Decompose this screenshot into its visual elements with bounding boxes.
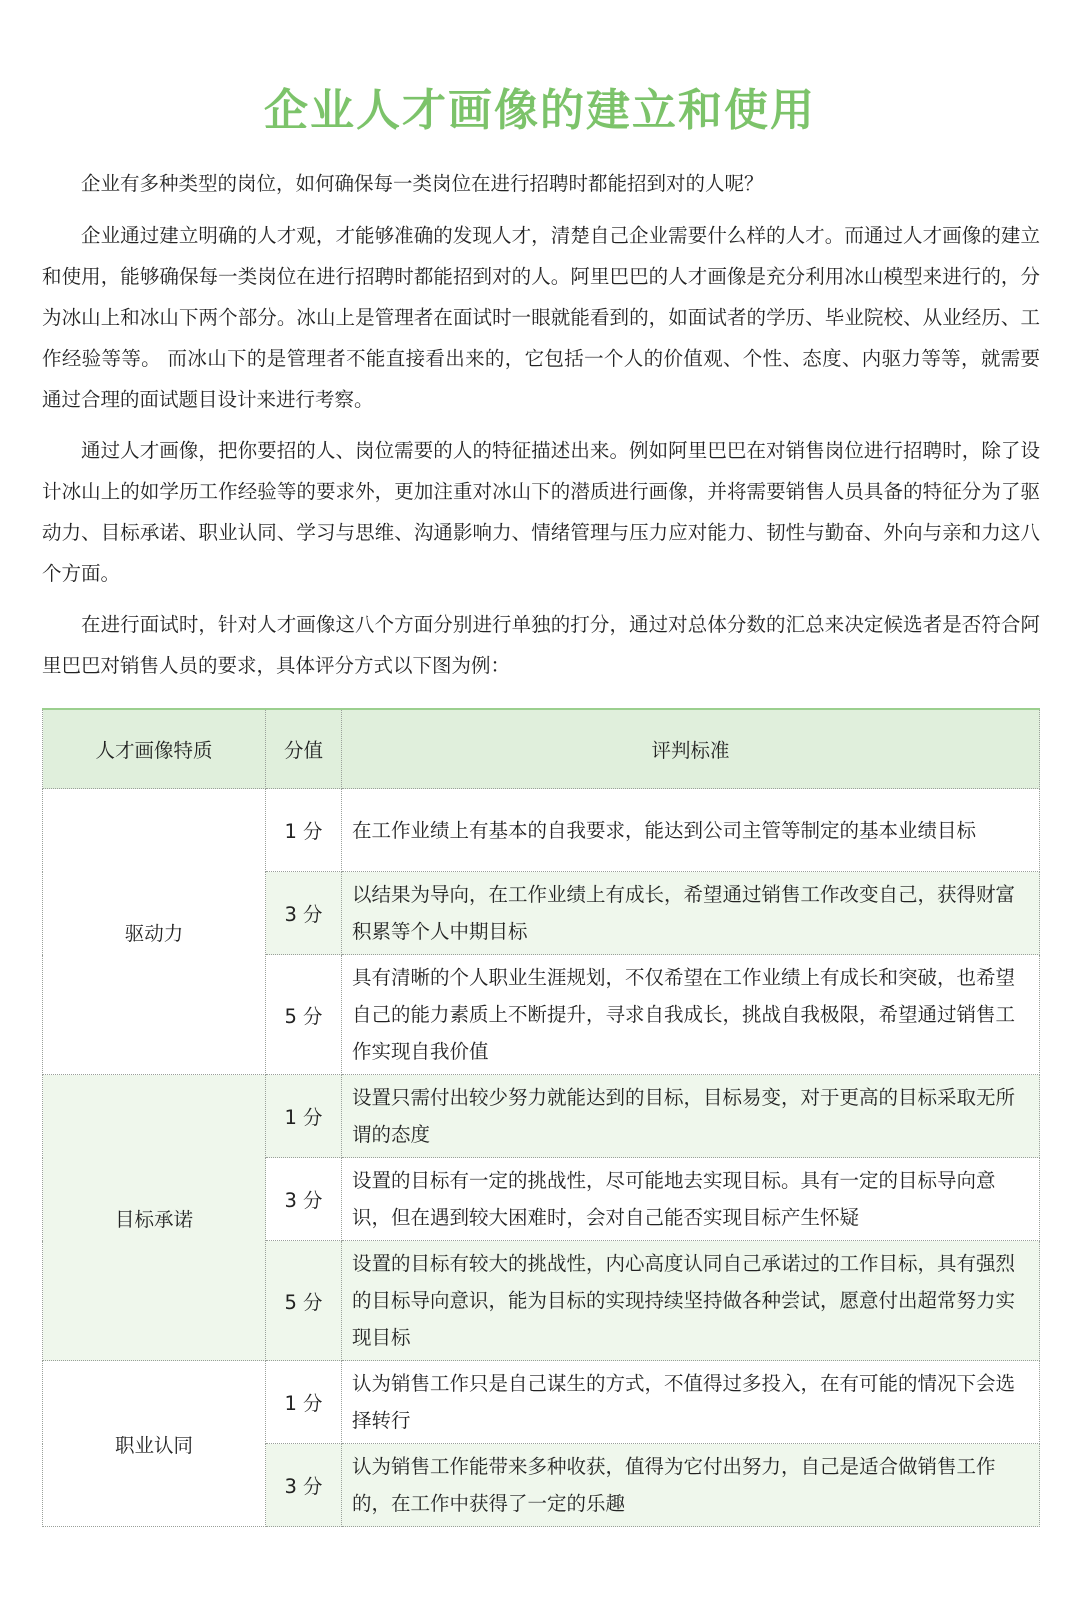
intro-question: 企业有多种类型的岗位，如何确保每一类岗位在进行招聘时都能招到对的人呢？ (81, 172, 764, 195)
criteria-cell: 认为销售工作只是自己谋生的方式，不值得过多投入，在有可能的情况下会选择转行 (342, 1361, 1040, 1444)
header-criteria: 评判标准 (342, 709, 1040, 789)
paragraph-talent-concept: 企业通过建立明确的人才观，才能够准确的发现人才，清楚自己企业需要什么样的人才。而通过人才画像的建立和使用，能够确保每一类岗位在进行招聘时都能招到对的人。阿里巴巴的人才画像是充分利用冰山模型来进行的，分为冰山上和冰山下两个部分。冰山上是管理者在面试时一眼就能看到的，如面试者的学历、毕业院校、从业经历、工作经验等等。 而冰山下的是管理者不能直接看出来的，它包括一个人的价值观、个性、态度、内驱力等等，就需要通过合理的面试题目设计来进行考察。 (42, 224, 1040, 411)
table-row (43, 789, 1040, 872)
paragraph-scoring: 在进行面试时，针对人才画像这八个方面分别进行单独的打分，通过对总体分数的汇总来决定候选者是否符合阿里巴巴对销售人员的要求，具体评分方式以下图为例： (42, 613, 1040, 677)
score-cell: 1 分 (266, 1361, 342, 1444)
table-header-row (43, 709, 1040, 789)
score-cell: 3 分 (266, 1158, 342, 1241)
trait-cell: 驱动力 (43, 789, 266, 1075)
paragraph-sales-profile: 通过人才画像，把你要招的人、岗位需要的人的特征描述出来。例如阿里巴巴在对销售岗位进行招聘时，除了设计冰山上的如学历工作经验等的要求外，更加注重对冰山下的潜质进行画像，并将需要销售人员具备的特征分为了驱动力、目标承诺、职业认同、学习与思维、沟通影响力、情绪管理与压力应对能力、韧性与勤奋、外向与亲和力这八个方面。 (42, 439, 1040, 585)
criteria-cell: 认为销售工作能带来多种收获，值得为它付出努力，自己是适合做销售工作的，在工作中获得了一定的乐趣 (342, 1444, 1040, 1527)
criteria-cell: 在工作业绩上有基本的自我要求，能达到公司主管等制定的基本业绩目标 (342, 789, 1040, 872)
trait-cell: 职业认同 (43, 1361, 266, 1527)
table-row (43, 1075, 1040, 1158)
score-cell: 5 分 (266, 955, 342, 1075)
page-title: 企业人才画像的建立和使用 (264, 85, 816, 136)
criteria-cell: 以结果为导向，在工作业绩上有成长，希望通过销售工作改变自己，获得财富积累等个人中期目标 (342, 872, 1040, 955)
score-cell: 1 分 (266, 789, 342, 872)
criteria-cell: 具有清晰的个人职业生涯规划，不仅希望在工作业绩上有成长和突破，也希望自己的能力素质上不断提升，寻求自我成长，挑战自我极限，希望通过销售工作实现自我价值 (342, 955, 1040, 1075)
header-score: 分值 (266, 709, 342, 789)
trait-cell: 目标承诺 (43, 1075, 266, 1361)
criteria-cell: 设置的目标有一定的挑战性，尽可能地去实现目标。具有一定的目标导向意识，但在遇到较大困难时，会对自己能否实现目标产生怀疑 (342, 1158, 1040, 1241)
table-row (43, 1361, 1040, 1444)
score-cell: 5 分 (266, 1241, 342, 1361)
score-cell: 3 分 (266, 872, 342, 955)
scoring-rubric-table (42, 708, 1040, 1527)
criteria-cell: 设置的目标有较大的挑战性，内心高度认同自己承诺过的工作目标，具有强烈的目标导向意识，能为目标的实现持续坚持做各种尝试，愿意付出超常努力实现目标 (342, 1241, 1040, 1361)
score-cell: 1 分 (266, 1075, 342, 1158)
criteria-cell: 设置只需付出较少努力就能达到的目标，目标易变，对于更高的目标采取无所谓的态度 (342, 1075, 1040, 1158)
score-cell: 3 分 (266, 1444, 342, 1527)
header-trait: 人才画像特质 (43, 709, 266, 789)
